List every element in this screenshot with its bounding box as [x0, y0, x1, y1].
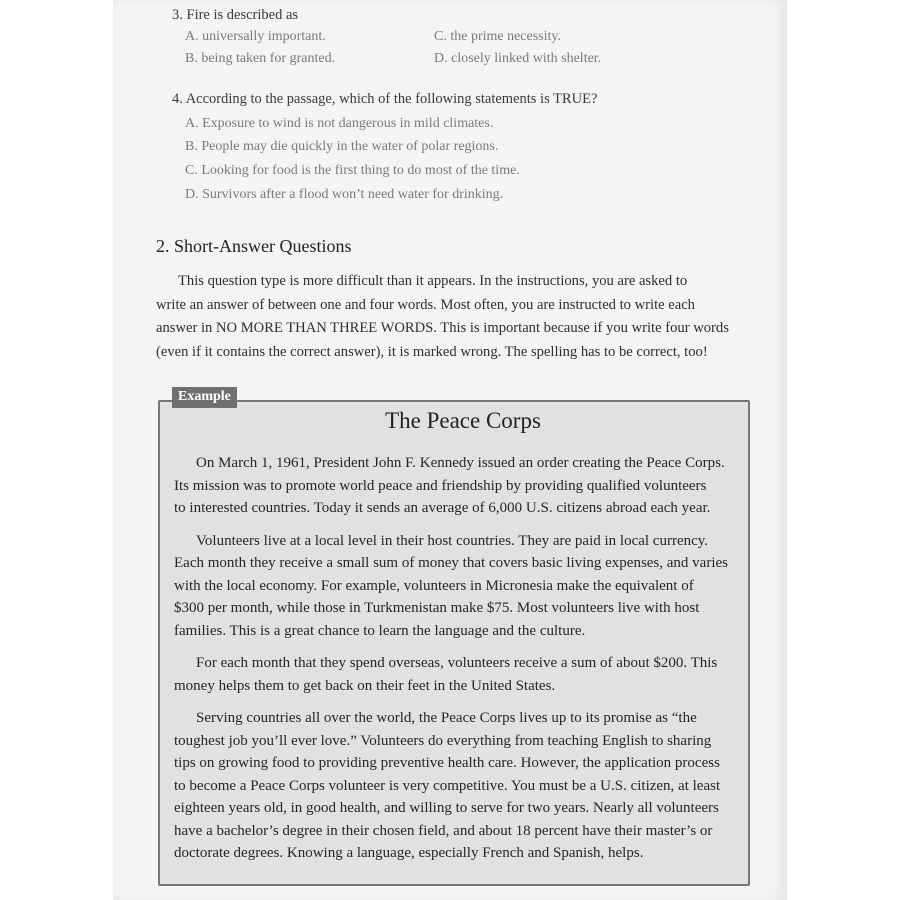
passage-paragraph: [174, 452, 734, 520]
passage-line: Its mission was to promote world peace and friendship by providing qualified volunteers: [174, 477, 707, 494]
intro-line: write an answer of between one and four words. Most often, you are instructed to write each: [156, 296, 695, 313]
question-3-option-c: C. the prime necessity.: [434, 29, 562, 44]
page-margin: [787, 0, 900, 900]
intro-line: This question type is more difficult than it appears. In the instructions, you are asked to: [178, 273, 688, 289]
passage-line: families. This is a great chance to learn the language and the culture.: [174, 622, 586, 639]
intro-line: (even if it contains the correct answer), it is marked wrong. The spelling has to be correct, too!: [156, 343, 708, 360]
passage-line: toughest job you’ll ever love.” Volunteers do everything from teaching English to sharing: [174, 732, 712, 749]
passage-line: For each month that they spend overseas, volunteers receive a sum of about $200. This: [196, 655, 718, 671]
passage-paragraph: [174, 652, 734, 697]
question-3-option-a: A. universally important.: [185, 29, 326, 44]
passage-paragraph: [174, 707, 734, 865]
example-passage: [174, 452, 734, 875]
passage-line: eighteen years old, in good health, and willing to serve for two years. Nearly all volunteers: [174, 800, 719, 816]
passage-line: $300 per month, while those in Turkmenistan make $75. Most volunteers live with host: [174, 600, 700, 616]
question-4-option-a: A. Exposure to wind is not dangerous in mild climates.: [185, 116, 494, 131]
passage-line: to become a Peace Corps volunteer is very competitive. You must be a U.S. citizen, at least: [174, 777, 721, 794]
example-title: The Peace Corps: [385, 408, 541, 433]
passage-line: with the local economy. For example, volunteers in Micronesia make the equivalent of: [174, 577, 694, 594]
passage-line: money helps them to get back on their feet in the United States.: [174, 677, 556, 694]
question-3-option-d: D. closely linked with shelter.: [434, 51, 602, 66]
example-tab-label: Example: [172, 387, 237, 408]
passage-line: Volunteers live at a local level in their host countries. They are paid in local currency.: [196, 532, 709, 549]
passage-line: Serving countries all over the world, the Peace Corps lives up to its promise as “the: [196, 710, 697, 726]
passage-line: to interested countries. Today it sends an average of 6,000 U.S. citizens abroad each year.: [174, 500, 711, 516]
section-title: 2. Short-Answer Questions: [156, 236, 352, 256]
passage-line: Each month they receive a small sum of money that covers basic living expenses, and varies: [174, 555, 728, 571]
question-3-option-b: B. being taken for granted.: [185, 51, 336, 66]
passage-line: On March 1, 1961, President John F. Kennedy issued an order creating the Peace Corps.: [196, 455, 725, 471]
question-3-stem: 3. Fire is described as: [172, 7, 299, 23]
question-4-option-d: D. Survivors after a flood won’t need water for drinking.: [185, 187, 504, 202]
question-4-option-c: C. Looking for food is the first thing to do most of the time.: [185, 163, 520, 178]
passage-paragraph: [174, 530, 734, 643]
passage-line: tips on growing food to providing preventive health care. However, the application process: [174, 755, 720, 771]
passage-line: doctorate degrees. Knowing a language, especially French and Spanish, helps.: [174, 845, 644, 861]
passage-line: have a bachelor’s degree in their chosen field, and about 18 percent have their master’s or: [174, 822, 713, 839]
intro-line: answer in NO MORE THAN THREE WORDS. This is important because if you write four words: [156, 320, 729, 336]
section-intro-paragraph: [156, 270, 748, 364]
question-4-option-b: B. People may die quickly in the water of polar regions.: [185, 139, 499, 154]
question-4-stem: 4. According to the passage, which of the following statements is TRUE?: [172, 91, 598, 107]
